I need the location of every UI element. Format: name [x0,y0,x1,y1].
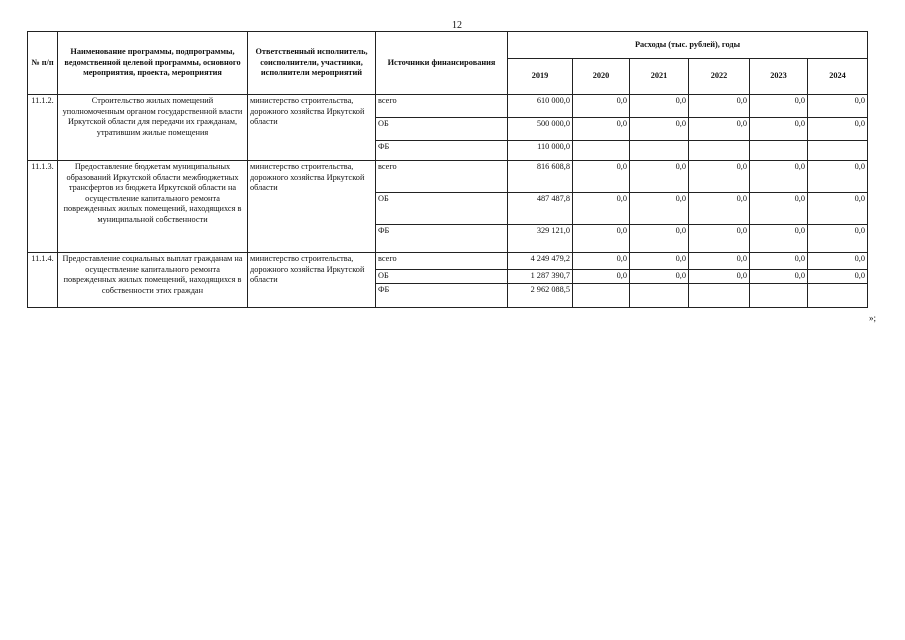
value-cell: 0,0 [808,161,868,193]
row-source: ОБ [376,270,508,284]
row-code: 11.1.2. [28,95,58,161]
value-cell: 0,0 [689,193,750,225]
value-cell: 0,0 [750,253,808,270]
value-cell [689,283,750,307]
header-expenses: Расходы (тыс. рублей), годы [508,32,868,59]
value-cell: 0,0 [630,270,689,284]
value-cell: 0,0 [573,270,630,284]
value-cell: 0,0 [630,161,689,193]
value-cell [630,141,689,161]
value-cell: 329 121,0 [508,225,573,253]
value-cell: 0,0 [630,225,689,253]
header-name: Наименование программы, подпрограммы, ведомственной целевой программы, основного мероприятия, проекта, мероприятия [58,32,248,95]
value-cell: 0,0 [750,161,808,193]
value-cell: 0,0 [689,253,750,270]
value-cell: 0,0 [630,95,689,118]
value-cell: 0,0 [573,193,630,225]
value-cell [808,283,868,307]
value-cell: 500 000,0 [508,118,573,141]
row-source: всего [376,161,508,193]
value-cell: 816 608,8 [508,161,573,193]
row-source: ОБ [376,118,508,141]
value-cell: 0,0 [573,95,630,118]
value-cell: 0,0 [573,253,630,270]
header-year: 2022 [689,59,750,95]
value-cell: 0,0 [750,193,808,225]
row-name: Строительство жилых помещений уполномоченным органом государственной власти Иркутской области для передачи их гражданам, утратившим жилые помещения [58,95,248,161]
value-cell: 0,0 [689,270,750,284]
value-cell: 0,0 [808,225,868,253]
row-executor: министерство строительства, дорожного хозяйства Иркутской области [248,253,376,308]
value-cell: 610 000,0 [508,95,573,118]
value-cell [689,141,750,161]
row-executor: министерство строительства, дорожного хозяйства Иркутской области [248,95,376,161]
value-cell: 110 000,0 [508,141,573,161]
row-source: всего [376,253,508,270]
row-name: Предоставление социальных выплат гражданам на осуществление капитального ремонта поврежденных жилых помещений, находящихся в собственности этих граждан [58,253,248,308]
row-source: всего [376,95,508,118]
value-cell [750,283,808,307]
header-executor: Ответственный исполнитель, соисполнители, участники, исполнители мероприятий [248,32,376,95]
value-cell: 0,0 [750,118,808,141]
value-cell [573,283,630,307]
value-cell: 0,0 [573,118,630,141]
value-cell: 0,0 [808,253,868,270]
value-cell: 0,0 [750,270,808,284]
value-cell: 0,0 [689,118,750,141]
header-year: 2019 [508,59,573,95]
table-body [28,95,868,308]
value-cell: 0,0 [630,193,689,225]
row-executor: министерство строительства, дорожного хозяйства Иркутской области [248,161,376,253]
page-number: 12 [452,20,462,31]
value-cell: 0,0 [808,118,868,141]
header-source: Источники финансирования [376,32,508,95]
header-year: 2020 [573,59,630,95]
table-row [28,161,868,193]
row-name: Предоставление бюджетам муниципальных образований Иркутской области межбюджетных трансфертов из бюджета Иркутской области на осуществление капитального ремонта поврежденных жилых помещений, находящихся в муниципальной собственности [58,161,248,253]
row-code: 11.1.4. [28,253,58,308]
value-cell: 0,0 [630,253,689,270]
value-cell [808,141,868,161]
value-cell: 0,0 [750,225,808,253]
table-row [28,95,868,118]
value-cell [750,141,808,161]
value-cell: 0,0 [689,161,750,193]
value-cell: 0,0 [808,95,868,118]
value-cell: 487 487,8 [508,193,573,225]
row-source: ОБ [376,193,508,225]
row-code: 11.1.3. [28,161,58,253]
header-year: 2021 [630,59,689,95]
row-source: ФБ [376,283,508,307]
header-num: № п/п [28,32,58,95]
header-year: 2023 [750,59,808,95]
closing-mark: »; [869,313,877,323]
value-cell: 0,0 [808,193,868,225]
value-cell: 2 962 088,5 [508,283,573,307]
value-cell: 0,0 [750,95,808,118]
row-source: ФБ [376,225,508,253]
financing-table [27,31,868,308]
value-cell: 4 249 479,2 [508,253,573,270]
value-cell: 0,0 [689,95,750,118]
table-row [28,253,868,270]
value-cell [573,141,630,161]
value-cell: 0,0 [573,225,630,253]
row-source: ФБ [376,141,508,161]
value-cell: 0,0 [573,161,630,193]
value-cell: 1 287 390,7 [508,270,573,284]
value-cell: 0,0 [808,270,868,284]
value-cell: 0,0 [630,118,689,141]
value-cell: 0,0 [689,225,750,253]
header-year: 2024 [808,59,868,95]
value-cell [630,283,689,307]
